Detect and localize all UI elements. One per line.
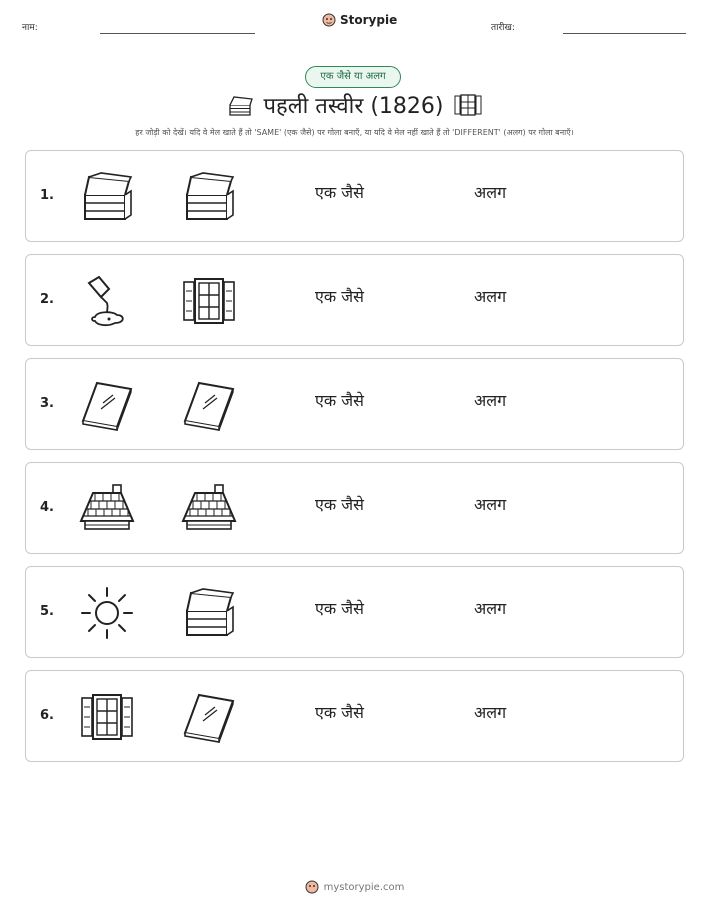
row-number: 6. [40,708,54,723]
plate-icon [181,689,237,745]
mascot-icon [322,13,336,27]
row-number: 5. [40,604,54,619]
brand-name: Storypie [340,13,398,27]
window-icon [181,273,237,329]
right-picture [181,481,237,537]
page-title: पहली तस्वीर (1826) [263,94,444,119]
footer [0,880,709,894]
left-picture [79,481,135,537]
chest-icon [226,93,254,117]
right-picture [181,689,237,745]
same-option[interactable]: एक जैसे [315,599,364,618]
exercise-row [25,358,684,450]
different-option[interactable]: अलग [474,599,507,618]
left-picture [79,273,135,329]
name-label: नाम: [22,23,38,33]
sun-icon [79,585,135,641]
exercise-row [25,462,684,554]
same-option[interactable]: एक जैसे [315,287,364,306]
footer-url[interactable]: mystorypie.com [323,881,405,893]
row-number: 3. [40,396,54,411]
category-badge: एक जैसे या अलग [305,66,401,88]
different-option[interactable]: अलग [474,703,507,722]
plate-icon [79,377,135,433]
different-option[interactable]: अलग [474,495,507,514]
exercise-row [25,254,684,346]
right-picture [181,169,237,225]
chest-icon [181,585,237,641]
chest-icon [181,169,237,225]
instructions: हर जोड़ी को देखें। यदि वे मेल खाते हैं तो 'SAME' (एक जैसे) पर गोला बनाएँ, या यदि वे मेल नहीं खाते हैं तो 'DIFFERENT' (अलग) पर गोला बनाएँ। [135,128,574,137]
right-picture [181,585,237,641]
same-option[interactable]: एक जैसे [315,391,364,410]
left-picture [79,169,135,225]
row-number: 4. [40,500,54,515]
title-row [0,90,709,120]
name-line [100,33,255,34]
same-option[interactable]: एक जैसे [315,703,364,722]
chest-icon [79,169,135,225]
right-picture [181,273,237,329]
row-number: 2. [40,292,54,307]
plate-icon [181,377,237,433]
mascot-icon [305,880,319,894]
left-picture [79,585,135,641]
same-option[interactable]: एक जैसे [315,183,364,202]
date-label: तारीख: [491,23,515,33]
window-icon [453,93,483,117]
roof-icon [79,481,135,537]
same-option[interactable]: एक जैसे [315,495,364,514]
exercise-row [25,566,684,658]
exercise-row [25,670,684,762]
left-picture [79,689,135,745]
roof-icon [181,481,237,537]
different-option[interactable]: अलग [474,287,507,306]
brand-logo [322,13,397,27]
worksheet-header [0,0,709,50]
right-picture [181,377,237,433]
exercise-row [25,150,684,242]
different-option[interactable]: अलग [474,183,507,202]
left-picture [79,377,135,433]
window-icon [79,689,135,745]
date-line [563,33,686,34]
different-option[interactable]: अलग [474,391,507,410]
spill-icon [79,273,135,329]
row-number: 1. [40,188,54,203]
